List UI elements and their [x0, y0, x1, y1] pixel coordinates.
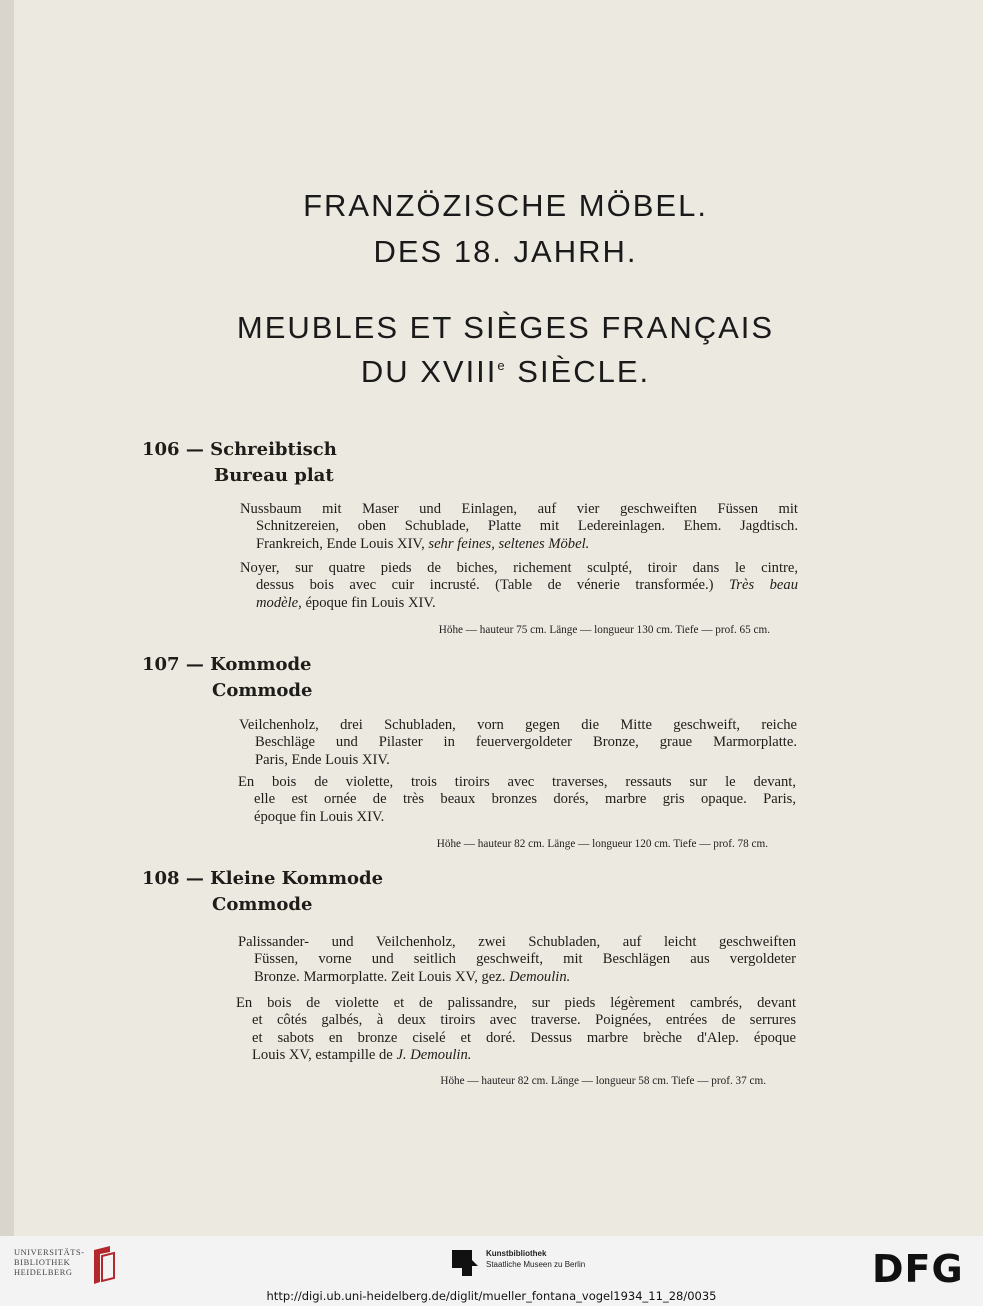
text-line: Veilchenholz, drei Schubladen, vorn gegen die Mitte geschweift, reiche	[239, 717, 797, 733]
text-line: et sabots en bronze ciselé et doré. Dessus marbre brèche d'Alep. époque	[252, 1029, 796, 1046]
text-line: Paris, Ende Louis XIV.	[255, 751, 390, 768]
ub-heidelberg-logo-icon[interactable]	[88, 1244, 118, 1286]
item-108-subtitle: Commode	[212, 894, 313, 915]
text-line: Nussbaum mit Maser und Einlagen, auf vier geschweiften Füssen mit	[240, 501, 798, 517]
text-span: époque fin Louis XIV.	[301, 594, 436, 611]
item-108-heading: 108 — Kleine Kommode	[142, 868, 384, 889]
item-107-german-text	[239, 717, 797, 769]
text-line	[240, 536, 798, 553]
title-superscript: e	[497, 358, 507, 373]
text-line: Beschläge und Pilaster in feuervergoldeter Bronze, graue Marmorplatte.	[255, 734, 797, 751]
kunstbibliothek-logo-icon[interactable]	[450, 1248, 480, 1280]
text-span: Frankreich, Ende Louis XIV,	[256, 535, 429, 552]
title-french-line2	[14, 354, 983, 390]
kb-line1	[486, 1248, 585, 1259]
item-106-heading: 106 — Schreibtisch	[142, 439, 337, 460]
title-french-line1: MEUBLES ET SIÈGES FRANÇAIS	[236, 310, 775, 345]
text-line: Noyer, sur quatre pieds de biches, richement sculpté, tiroir dans le cintre,	[240, 560, 798, 576]
text-line	[236, 1047, 796, 1064]
text-line: et côtés galbés, à deux tiroirs avec traverse. Poignées, entrées de serrures	[252, 1012, 796, 1029]
title-german-line1: FRANZÖZISCHE MÖBEL.	[303, 188, 708, 223]
text-italic: Très beau	[729, 577, 798, 594]
item-107-dimensions: Höhe — hauteur 82 cm. Länge — longueur 120 cm. Tiefe — prof. 78 cm.	[436, 838, 768, 850]
text-line	[240, 595, 798, 612]
text-italic: sehr feines, seltenes Möbel.	[428, 535, 590, 552]
ub-heidelberg-label[interactable]	[14, 1248, 85, 1278]
title-german-line2: DES 18. JAHRH.	[373, 234, 638, 269]
item-106-french-text	[240, 560, 798, 612]
kunstbibliothek-label[interactable]	[486, 1248, 585, 1270]
text-line: époque fin Louis XIV.	[254, 808, 385, 825]
text-italic: J. Demoulin.	[396, 1047, 472, 1064]
text-line: Schnitzereien, oben Schublade, Platte mit Ledereinlagen. Ehem. Jagdtisch.	[256, 518, 798, 535]
item-107-subtitle: Commode	[212, 680, 313, 701]
dfg-logo-text: DFG	[872, 1250, 964, 1286]
item-108-dimensions: Höhe — hauteur 82 cm. Länge — longueur 58 cm. Tiefe — prof. 37 cm.	[440, 1075, 766, 1087]
item-106-subtitle: Bureau plat	[214, 465, 334, 486]
item-106-dimensions: Höhe — hauteur 75 cm. Länge — longueur 130 cm. Tiefe — prof. 65 cm.	[438, 624, 770, 636]
title-french-line2-a: DU XVIII	[360, 354, 498, 389]
text-line: Palissander- und Veilchenholz, zwei Schubladen, auf leicht geschweiften	[238, 934, 796, 950]
text-span: Louis XV, estampille de	[252, 1047, 397, 1064]
item-107-heading: 107 — Kommode	[142, 654, 312, 675]
text-span: dessus bois avec cuir incrusté. (Table de vénerie transformée.)	[256, 577, 729, 594]
ub-line2: BIBLIOTHEK	[14, 1258, 71, 1267]
kb-line2: Staatliche Museen zu Berlin	[486, 1260, 586, 1269]
item-108-german-text	[238, 934, 796, 986]
text-line	[238, 969, 796, 986]
ub-line1: UNIVERSITÄTS-	[14, 1248, 85, 1257]
text-italic: Demoulin.	[509, 968, 571, 985]
text-line: En bois de violette et de palissandre, sur pieds légèrement cambrés, devant	[236, 995, 796, 1011]
text-line: elle est ornée de très beaux bronzes dorés, marbre gris opaque. Paris,	[254, 791, 796, 808]
item-107-french-text	[238, 774, 796, 826]
text-line: En bois de violette, trois tiroirs avec traverses, ressauts sur le devant,	[238, 774, 796, 790]
dfg-logo-icon[interactable]	[872, 1250, 970, 1286]
item-106-german-text	[240, 501, 798, 553]
ub-line3: HEIDELBERG	[14, 1268, 73, 1277]
permalink-url[interactable]: http://digi.ub.uni-heidelberg.de/diglit/mueller_fontana_vogel1934_11_28/0035	[266, 1289, 717, 1303]
item-108-french-text	[236, 995, 796, 1065]
text-line	[240, 577, 798, 594]
title-french-line2-b: SIÈCLE.	[506, 354, 651, 389]
text-line: Füssen, vorne und seitlich geschweift, mit Beschlägen aus vergoldeter	[254, 951, 796, 968]
text-italic: modèle,	[256, 594, 302, 611]
text-span: Bronze. Marmorplatte. Zeit Louis XV, gez.	[254, 968, 510, 985]
kb-line1-bold: Kunstbibliothek	[486, 1249, 547, 1258]
